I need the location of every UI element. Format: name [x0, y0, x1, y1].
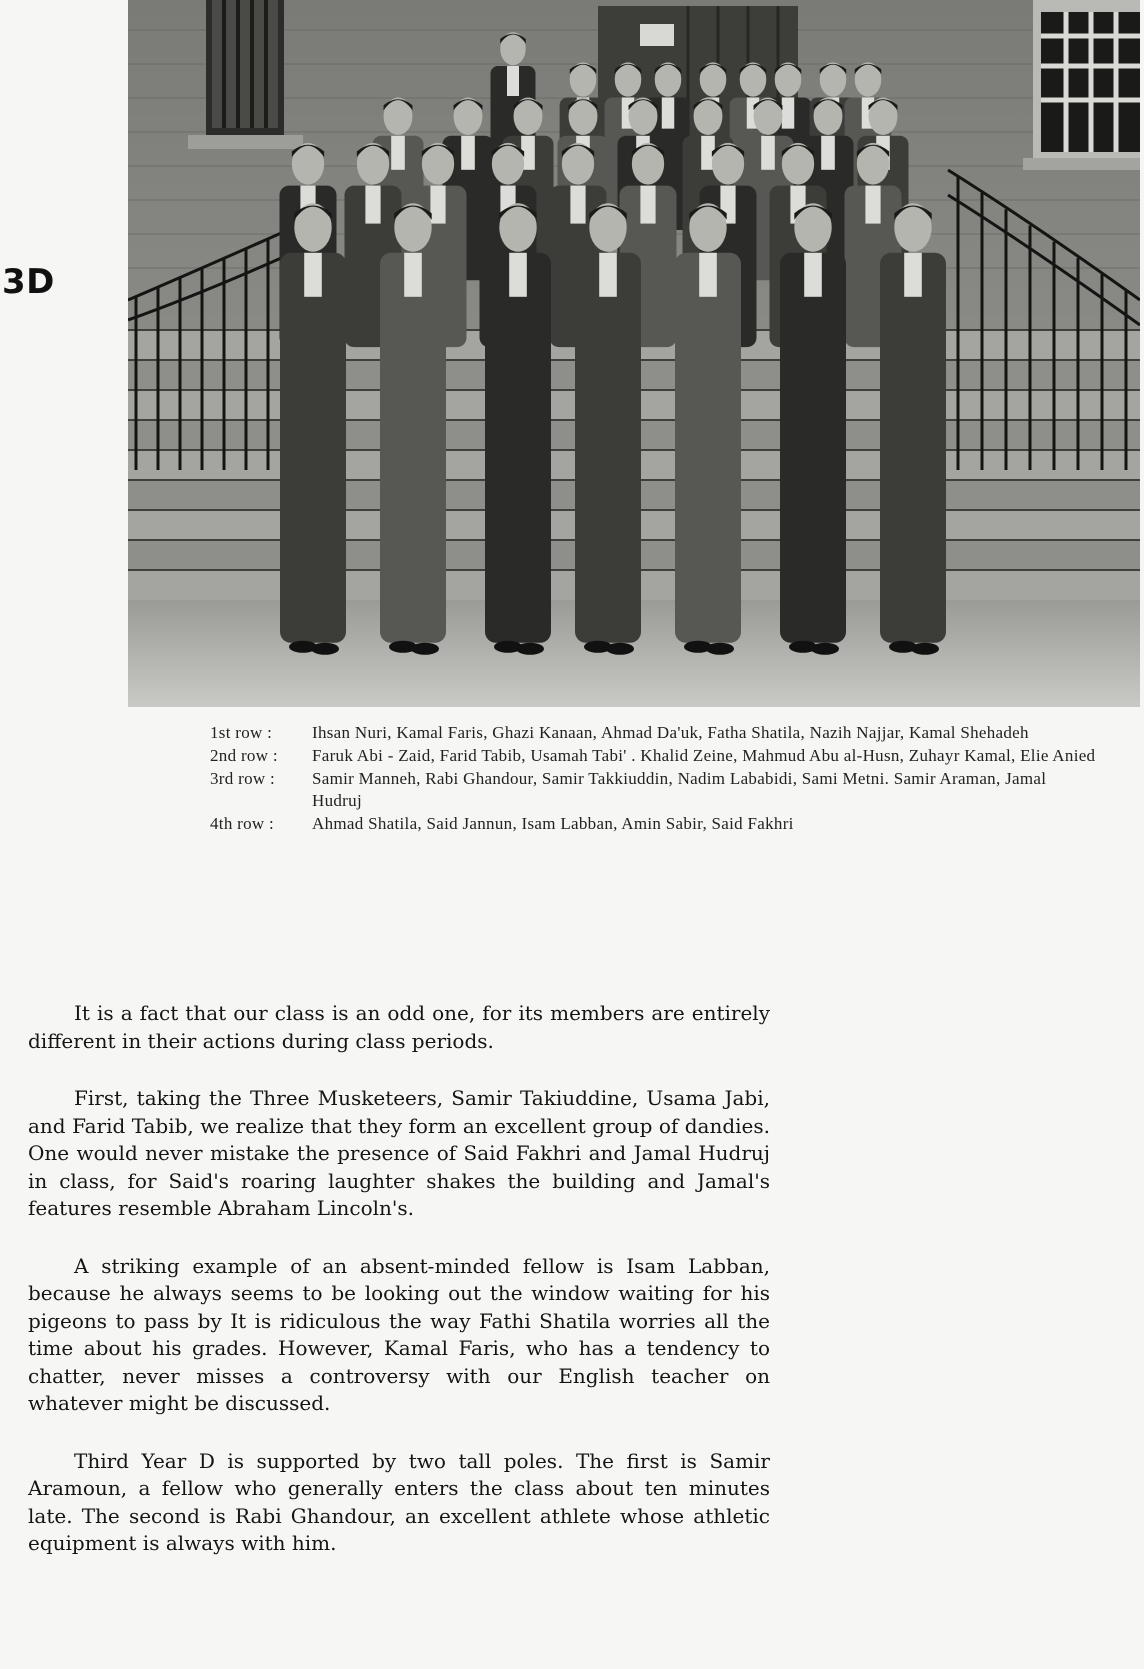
caption-row-names: Ihsan Nuri, Kamal Faris, Ghazi Kanaan, Ahmad Da'uk, Fatha Shatila, Nazih Najjar, Kamal Shehadeh — [312, 723, 1029, 742]
caption-row-label: 3rd row : — [210, 769, 276, 788]
caption-row-1 — [210, 722, 1100, 744]
class-photo — [128, 0, 1140, 707]
caption-row-4 — [210, 813, 1100, 835]
body-paragraph: A striking example of an absent-minded fellow is Isam Labban, because he always seems to be looking out the window waiting for his pigeons to pass by It is ridiculous the way Fathi Shatila worries all the time about his grades. However, Kamal Faris, who has a tendency to chatter, never misses a controversy with our English teacher on whatever might be discussed. — [28, 1253, 770, 1415]
caption-row-names: Faruk Abi - Zaid, Farid Tabib, Usamah Tabi' . Khalid Zeine, Mahmud Abu al-Husn, Zuhayr Kamal, Elie Anied — [312, 746, 1096, 765]
article-body — [28, 1000, 770, 1588]
body-paragraph: First, taking the Three Musketeers, Samir Takiuddine, Usama Jabi, and Farid Tabib, we realize that they form an excellent group of dandies. One would never mistake the presence of Said Fakhri and Jamal Hudruj in class, for Said's roaring laughter shakes the building and Jamal's features resemble Abraham Lincoln's. — [28, 1086, 770, 1220]
caption-row-names: Samir Manneh, Rabi Ghandour, Samir Takkiuddin, Nadim Lababidi, Sami Metni. Samir Araman, Jamal Hudruj — [312, 769, 1047, 810]
caption-row-label: 2nd row : — [210, 746, 278, 765]
caption-row-label: 4th row : — [210, 814, 275, 833]
body-paragraph: Third Year D is supported by two tall poles. The first is Samir Aramoun, a fellow who generally enters the class about ten minutes late. The second is Rabi Ghandour, an excellent athlete whose athletic equipment is always with him. — [28, 1448, 770, 1555]
photo-caption — [210, 722, 1100, 836]
caption-row-3 — [210, 768, 1100, 812]
caption-row-names: Ahmad Shatila, Said Jannun, Isam Labban, Amin Sabir, Said Fakhri — [312, 814, 794, 833]
section-label: 3D — [2, 262, 55, 302]
caption-row-2 — [210, 745, 1100, 767]
right-window — [1023, 0, 1140, 170]
caption-row-label: 1st row : — [210, 723, 273, 742]
body-paragraph: It is a fact that our class is an odd one, for its members are entirely different in their actions during class periods. — [28, 1001, 770, 1053]
